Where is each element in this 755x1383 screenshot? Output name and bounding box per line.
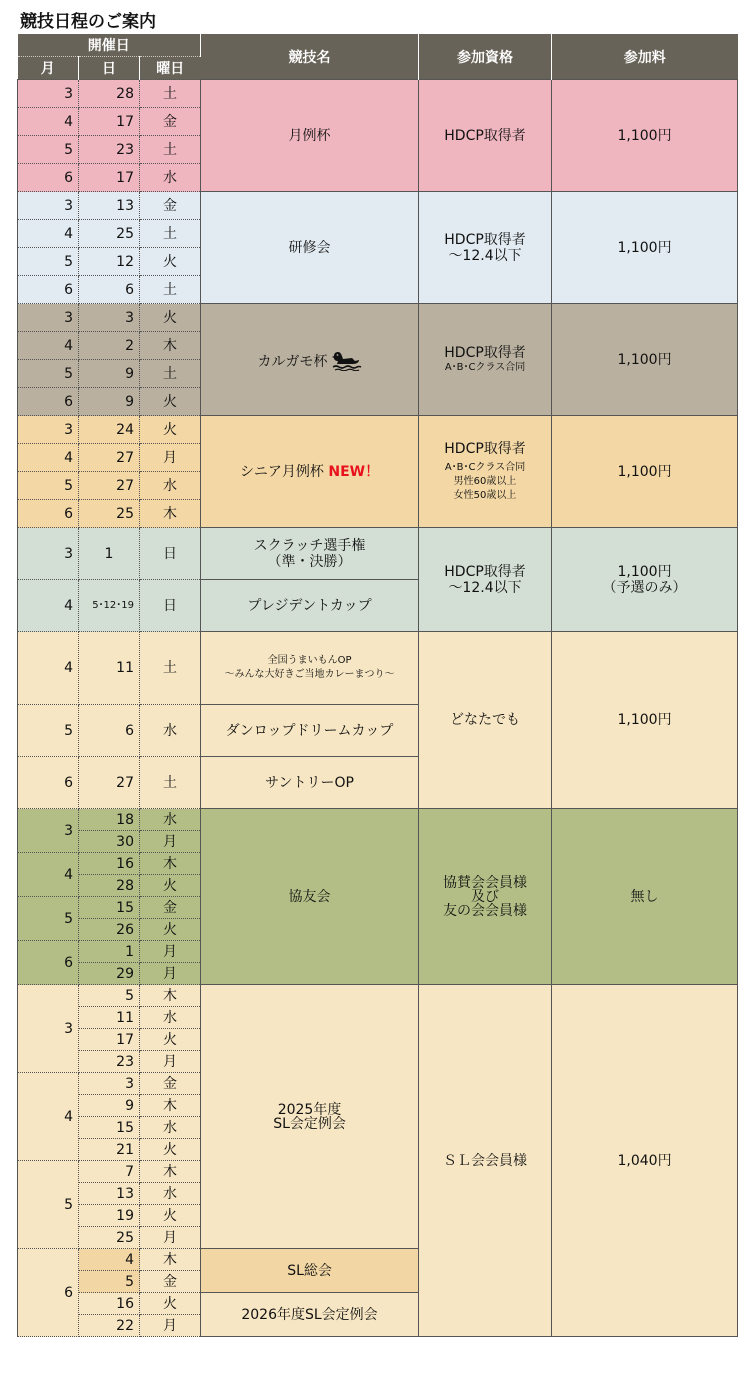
- day-cell: 9: [79, 360, 140, 388]
- qualification-line: HDCP取得者: [444, 440, 526, 457]
- qualification-note: 女性50歳以上: [453, 489, 517, 501]
- weekday-cell: 金: [140, 897, 201, 919]
- header-weekday: 曜日: [140, 57, 201, 80]
- day-cell: 15: [79, 1117, 140, 1139]
- weekday-cell: 月: [140, 1227, 201, 1249]
- weekday-cell: 月: [140, 831, 201, 853]
- event-name: 協友会: [201, 809, 419, 985]
- weekday-cell: 金: [140, 1073, 201, 1095]
- fee-cell: 1,100円: [552, 304, 738, 416]
- fee-cell: 1,100円: [552, 416, 738, 528]
- qualification-line: ～12.4以下: [448, 579, 522, 596]
- day-cell: 27: [79, 444, 140, 472]
- day-cell: 22: [79, 1315, 140, 1337]
- month-cell: 6: [18, 1249, 79, 1337]
- weekday-cell: 火: [140, 416, 201, 444]
- weekday-cell: 木: [140, 853, 201, 875]
- table-row: [18, 80, 738, 108]
- month-cell: 6: [18, 757, 79, 809]
- day-cell: 29: [79, 963, 140, 985]
- month-cell: 5: [18, 360, 79, 388]
- day-cell: 25: [79, 500, 140, 528]
- month-cell: 6: [18, 164, 79, 192]
- day-cell: 16: [79, 1293, 140, 1315]
- day-cell: 5: [79, 1271, 140, 1293]
- duck-icon: [332, 349, 362, 371]
- day-cell: 1: [79, 941, 140, 963]
- group-kenshu: [18, 192, 738, 304]
- event-subname: SL会定例会: [273, 1115, 346, 1132]
- event-name: 全国うまいもんOP: [267, 655, 352, 666]
- header-fee: 参加料: [552, 34, 738, 80]
- table-row: [18, 809, 738, 831]
- event-name-cell: [201, 416, 419, 528]
- weekday-cell: 日: [140, 580, 201, 632]
- weekday-cell: 土: [140, 360, 201, 388]
- day-cell: 2: [79, 332, 140, 360]
- day-cell: 27: [79, 472, 140, 500]
- weekday-cell: 火: [140, 919, 201, 941]
- day-cell: 15: [79, 897, 140, 919]
- day-cell: 23: [79, 1051, 140, 1073]
- day-cell: 1: [79, 528, 140, 580]
- event-name: プレジデントカップ: [201, 580, 419, 632]
- weekday-cell: 水: [140, 809, 201, 831]
- weekday-cell: 月: [140, 941, 201, 963]
- day-cell: 6: [79, 276, 140, 304]
- fee-note: （予選のみ）: [602, 579, 687, 596]
- month-cell: 4: [18, 332, 79, 360]
- month-cell: 6: [18, 941, 79, 985]
- qualification-cell: [419, 192, 552, 304]
- month-cell: 6: [18, 500, 79, 528]
- table-header: [18, 34, 738, 80]
- qualification-cell: [419, 809, 552, 985]
- weekday-cell: 火: [140, 248, 201, 276]
- weekday-cell: 水: [140, 1183, 201, 1205]
- day-cell: 5: [79, 985, 140, 1007]
- header-date-group: 開催日: [18, 34, 201, 57]
- qualification-line: 協賛会会員様: [443, 874, 528, 891]
- weekday-cell: 水: [140, 164, 201, 192]
- weekday-cell: 火: [140, 1139, 201, 1161]
- weekday-cell: 土: [140, 757, 201, 809]
- weekday-cell: 火: [140, 304, 201, 332]
- weekday-cell: 木: [140, 985, 201, 1007]
- day-cell: 17: [79, 164, 140, 192]
- month-cell: 4: [18, 580, 79, 632]
- weekday-cell: 月: [140, 1315, 201, 1337]
- group-kyoyu: [18, 809, 738, 985]
- month-cell: 3: [18, 304, 79, 332]
- event-name: 月例杯: [201, 80, 419, 192]
- day-cell: 13: [79, 1183, 140, 1205]
- day-cell: 25: [79, 1227, 140, 1249]
- fee-cell: [552, 528, 738, 632]
- month-cell: 6: [18, 388, 79, 416]
- new-badge: NEW！: [328, 463, 380, 480]
- day-cell: 28: [79, 80, 140, 108]
- month-cell: 3: [18, 416, 79, 444]
- event-name: 研修会: [201, 192, 419, 304]
- header-day: 日: [79, 57, 140, 80]
- event-name: スクラッチ選手権: [253, 537, 366, 554]
- month-cell: 3: [18, 809, 79, 853]
- qualification-line: 及び: [471, 888, 500, 905]
- day-cell: 27: [79, 757, 140, 809]
- day-cell: 17: [79, 1029, 140, 1051]
- qualification-line: HDCP取得者: [444, 344, 526, 361]
- month-cell: 5: [18, 897, 79, 941]
- event-name: サントリーOP: [201, 757, 419, 809]
- weekday-cell: 土: [140, 220, 201, 248]
- event-name: 2025年度: [277, 1101, 342, 1118]
- event-subname: ～みんな大好きご当地カレーまつり～: [224, 669, 395, 680]
- month-cell: 4: [18, 444, 79, 472]
- weekday-cell: 土: [140, 136, 201, 164]
- event-name: シニア月例杯: [239, 463, 324, 480]
- weekday-cell: 火: [140, 1029, 201, 1051]
- weekday-cell: 木: [140, 1095, 201, 1117]
- qualification-cell: どなたでも: [419, 632, 552, 809]
- month-cell: 5: [18, 472, 79, 500]
- day-cell: 9: [79, 1095, 140, 1117]
- weekday-cell: 水: [140, 1007, 201, 1029]
- page-title: 競技日程のご案内: [20, 12, 156, 32]
- weekday-cell: 水: [140, 472, 201, 500]
- weekday-cell: 木: [140, 1249, 201, 1271]
- weekday-cell: 水: [140, 705, 201, 757]
- month-cell: 4: [18, 632, 79, 705]
- month-cell: 4: [18, 853, 79, 897]
- day-cell: 11: [79, 632, 140, 705]
- day-cell: 6: [79, 705, 140, 757]
- month-cell: 3: [18, 528, 79, 580]
- fee-cell: 1,100円: [552, 632, 738, 809]
- weekday-cell: 月: [140, 444, 201, 472]
- day-cell: 3: [79, 1073, 140, 1095]
- weekday-cell: 月: [140, 963, 201, 985]
- month-cell: 6: [18, 276, 79, 304]
- table-row: [18, 192, 738, 220]
- event-name: カルガモ杯: [257, 353, 328, 370]
- day-cell: 16: [79, 853, 140, 875]
- header-event: 競技名: [201, 34, 419, 80]
- day-cell: 21: [79, 1139, 140, 1161]
- table-row: [18, 416, 738, 444]
- day-cell: 30: [79, 831, 140, 853]
- day-cell: 17: [79, 108, 140, 136]
- month-cell: 5: [18, 248, 79, 276]
- month-cell: 4: [18, 1073, 79, 1161]
- month-cell: 5: [18, 1161, 79, 1249]
- weekday-cell: 木: [140, 500, 201, 528]
- event-name-cell: [201, 632, 419, 705]
- qualification-cell: [419, 416, 552, 528]
- fee-cell: 1,040円: [552, 985, 738, 1337]
- weekday-cell: 火: [140, 1205, 201, 1227]
- qualification-line: 友の会会員様: [443, 902, 528, 919]
- fee-amount: 1,100円: [617, 563, 672, 580]
- qualification-line: ～12.4以下: [448, 247, 522, 264]
- qualification-cell: ＳＬ会会員様: [419, 985, 552, 1337]
- day-cell: 12: [79, 248, 140, 276]
- qualification-line: HDCP取得者: [444, 231, 526, 248]
- day-cell: 18: [79, 809, 140, 831]
- group-karugamo: [18, 304, 738, 416]
- fee-cell: 1,100円: [552, 80, 738, 192]
- day-cell: 11: [79, 1007, 140, 1029]
- event-name: ダンロップドリームカップ: [201, 705, 419, 757]
- table-row: [18, 985, 738, 1007]
- day-cell: 9: [79, 388, 140, 416]
- header-month: 月: [18, 57, 79, 80]
- schedule-table: [17, 34, 738, 1337]
- qualification-note: 男性60歳以上: [453, 475, 517, 487]
- event-name-cell: [201, 985, 419, 1249]
- month-cell: 4: [18, 220, 79, 248]
- weekday-cell: 木: [140, 332, 201, 360]
- day-cell: 13: [79, 192, 140, 220]
- weekday-cell: 火: [140, 1293, 201, 1315]
- qualification-cell: HDCP取得者: [419, 80, 552, 192]
- qualification-line: HDCP取得者: [444, 563, 526, 580]
- day-cell: 7: [79, 1161, 140, 1183]
- day-cell: 5･12･19: [79, 580, 140, 632]
- weekday-cell: 金: [140, 1271, 201, 1293]
- group-open: [18, 632, 738, 809]
- month-cell: 3: [18, 985, 79, 1073]
- day-cell: 23: [79, 136, 140, 164]
- month-cell: 5: [18, 136, 79, 164]
- weekday-cell: 火: [140, 875, 201, 897]
- weekday-cell: 金: [140, 192, 201, 220]
- weekday-cell: 火: [140, 388, 201, 416]
- schedule-table-wrapper: [17, 34, 737, 1337]
- event-name: 2026年度SL会定例会: [201, 1293, 419, 1337]
- day-cell: 19: [79, 1205, 140, 1227]
- day-cell: 26: [79, 919, 140, 941]
- month-cell: 3: [18, 80, 79, 108]
- qualification-note: A･B･Cクラス合同: [444, 461, 526, 473]
- weekday-cell: 木: [140, 1161, 201, 1183]
- event-name: SL総会: [201, 1249, 419, 1293]
- table-row: [18, 528, 738, 580]
- event-name-cell: [201, 304, 419, 416]
- month-cell: 4: [18, 108, 79, 136]
- table-row: [18, 632, 738, 705]
- group-sl: [18, 985, 738, 1337]
- month-cell: 3: [18, 192, 79, 220]
- weekday-cell: 土: [140, 276, 201, 304]
- qualification-cell: [419, 528, 552, 632]
- table-row: [18, 304, 738, 332]
- day-cell: 24: [79, 416, 140, 444]
- group-monthly: [18, 80, 738, 192]
- weekday-cell: 金: [140, 108, 201, 136]
- month-cell: 5: [18, 705, 79, 757]
- fee-cell: 無し: [552, 809, 738, 985]
- event-name-cell: [201, 528, 419, 580]
- group-senior: [18, 416, 738, 528]
- day-cell: 4: [79, 1249, 140, 1271]
- day-cell: 28: [79, 875, 140, 897]
- fee-cell: 1,100円: [552, 192, 738, 304]
- weekday-cell: 水: [140, 1117, 201, 1139]
- qualification-note: A･B･Cクラス合同: [444, 361, 526, 373]
- weekday-cell: 月: [140, 1051, 201, 1073]
- weekday-cell: 土: [140, 80, 201, 108]
- event-subname: （準・決勝）: [267, 553, 352, 570]
- weekday-cell: 土: [140, 632, 201, 705]
- day-cell: 3: [79, 304, 140, 332]
- group-scratch: [18, 528, 738, 632]
- header-qualification: 参加資格: [419, 34, 552, 80]
- day-cell: 25: [79, 220, 140, 248]
- weekday-cell: 日: [140, 528, 201, 580]
- qualification-cell: [419, 304, 552, 416]
